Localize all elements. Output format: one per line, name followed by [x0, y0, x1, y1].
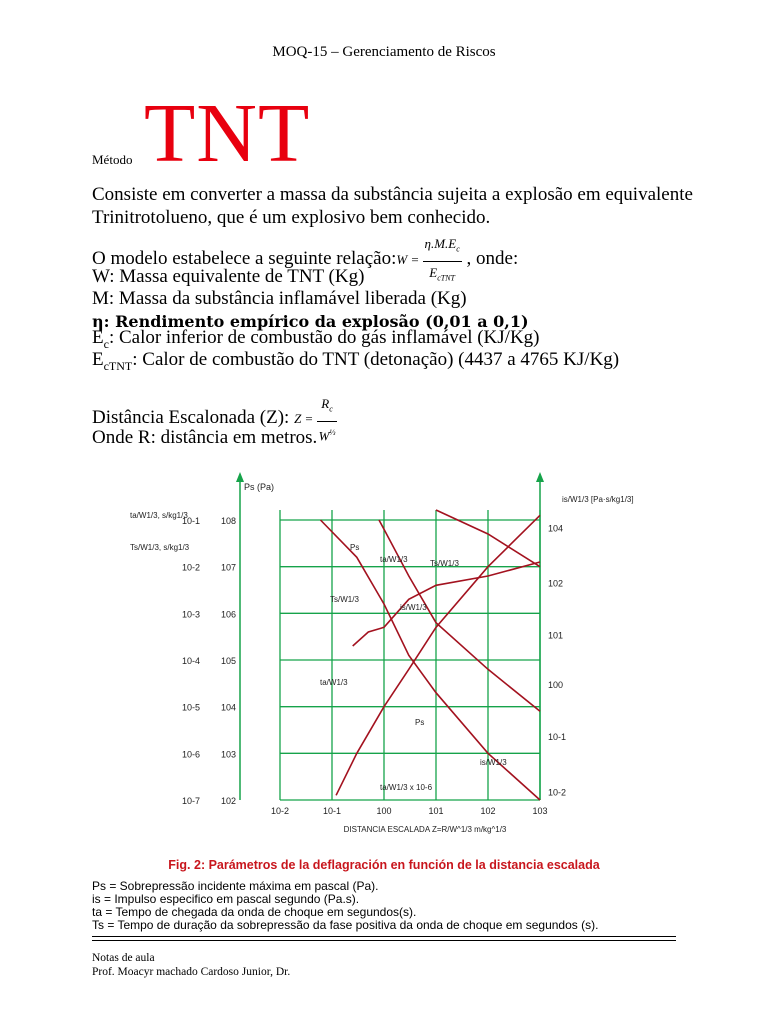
x-tick-label: 103 — [532, 806, 548, 816]
x-axis-label: DISTANCIA ESCALADA Z=R/W^1/3 m/kg^1/3 — [343, 825, 507, 834]
x-tick-label: 100 — [376, 806, 392, 816]
right-axis-label: is/W1/3 [Pa·s/kg1/3] — [562, 495, 634, 504]
legend-item: is = Impulso especifico em pascal segundo (Pa.s). — [92, 892, 360, 906]
left-tick-label-2: 107 — [220, 562, 236, 573]
def-ec: $E_c$: Calor inferior de combustão do gás inflamável (KJ/Kg) — [92, 327, 540, 351]
left-tick-label-2: 103 — [220, 749, 236, 760]
curve-label: Ps — [415, 718, 425, 727]
legend-item: Ps = Sobrepressão incidente máxima em pascal (Pa). — [92, 879, 379, 893]
left-tick-label-2: 108 — [220, 516, 236, 526]
intro-line-2: Trinitrotolueno, que é um explosivo bem conhecido. — [92, 207, 491, 228]
curve-label: is/W1/3 — [400, 603, 427, 612]
right-axis-arrow-icon — [536, 472, 544, 482]
right-tick-label: 101 — [548, 630, 564, 641]
page-header: MOQ-15 – Gerenciamento de Riscos — [272, 44, 496, 60]
right-tick-label: 102 — [548, 578, 564, 589]
right-tick-label: 10-1 — [548, 732, 567, 743]
right-tick-label: 104 — [548, 523, 564, 534]
curve-ts-w1-3 — [353, 562, 540, 646]
curve-label: is/W1/3 — [480, 758, 507, 767]
curve-label: ta/W1/3 x 10-6 — [380, 783, 433, 792]
curve-label: Ts/W1/3 — [330, 595, 359, 604]
footer-rule-top — [92, 936, 676, 937]
left-tick-label-1: 10-6 — [181, 749, 200, 760]
left-axis-label-ts: Ts/W1/3, s/kg1/3 — [130, 543, 190, 552]
page-title: TNT — [144, 87, 311, 180]
left-axis-arrow-icon — [236, 472, 244, 482]
right-tick-label: 10-2 — [548, 787, 567, 798]
curve-label: Ps — [350, 543, 360, 552]
model-suffix: , onde: — [466, 248, 519, 270]
x-tick-label: 10-2 — [270, 806, 290, 816]
curve-is-w1-3 — [379, 520, 540, 711]
def-m: M: Massa da substância inflamável liberada (Kg) — [92, 288, 467, 309]
blast-parameters-chart — [110, 470, 670, 850]
x-tick-label: 10-1 — [322, 806, 342, 816]
left-tick-label-1: 10-7 — [181, 796, 200, 806]
curve-label: ta/W1/3 — [380, 555, 408, 564]
x-tick-label: 102 — [480, 806, 496, 816]
legend-item: Ts = Tempo de duração da sobrepressão da fase positiva da onda de choque em segundos (s). — [92, 918, 599, 932]
footer-line-1: Notas de aula — [92, 952, 155, 964]
x-tick-label: 101 — [428, 806, 444, 816]
left-tick-label-1: 10-2 — [181, 562, 200, 573]
model-text: O modelo estabelece a seguinte relação: — [92, 248, 397, 270]
left-tick-label-2: 105 — [220, 656, 236, 666]
chart-axes — [236, 472, 544, 800]
right-tick-label: 100 — [548, 680, 564, 690]
def-ectnt: $E_{cTNT}$: Calor de combustão do TNT (detonação) (4437 a 4765 KJ/Kg) — [92, 349, 620, 373]
left-tick-label-1: 10-4 — [181, 656, 200, 666]
method-label: Método — [92, 152, 133, 167]
left-tick-label-2: 102 — [220, 796, 236, 806]
figure-caption: Fig. 2: Parámetros de la deflagración en función de la distancia escalada — [168, 858, 600, 872]
curve-label: ta/W1/3 — [320, 678, 348, 687]
left-axis-label-ta: ta/W1/3, s/kg1/3 — [130, 511, 188, 520]
left-tick-label-1: 10-5 — [181, 702, 200, 713]
curve-label: Ts/W1/3 — [430, 559, 459, 568]
left-tick-label-1: 10-3 — [181, 609, 200, 620]
z-text: Distância Escalonada (Z): — [92, 406, 290, 428]
left-axis-label-ps: Ps (Pa) — [244, 482, 275, 492]
left-tick-label-1: 10-1 — [181, 516, 200, 526]
footer-rule-bottom — [92, 940, 676, 941]
formula-w: W = $\frac{\eta.M.E_c}{E_{cTNT}}$ — [396, 252, 461, 267]
def-eta: η: Rendimento empírico da explosão (0,01 a 0,1) — [92, 312, 529, 331]
chart-curves — [321, 510, 541, 800]
formula-z: Z = $\frac{R_c}{W^{\frac{1}{3}}}$ — [294, 411, 337, 426]
left-tick-label-2: 106 — [220, 609, 236, 620]
left-tick-label-2: 104 — [220, 702, 236, 713]
r-line: Onde R: distância em metros. — [92, 427, 318, 448]
legend-item: ta = Tempo de chegada da onda de choque em segundos(s). — [92, 905, 417, 919]
intro-line-1: Consiste em converter a massa da substância sujeita a explosão em equivalente — [92, 184, 693, 205]
def-w: W: Massa equivalente de TNT (Kg) — [92, 266, 365, 287]
footer-line-2: Prof. Moacyr machado Cardoso Junior, Dr. — [92, 966, 291, 978]
chart-labels — [130, 482, 634, 834]
